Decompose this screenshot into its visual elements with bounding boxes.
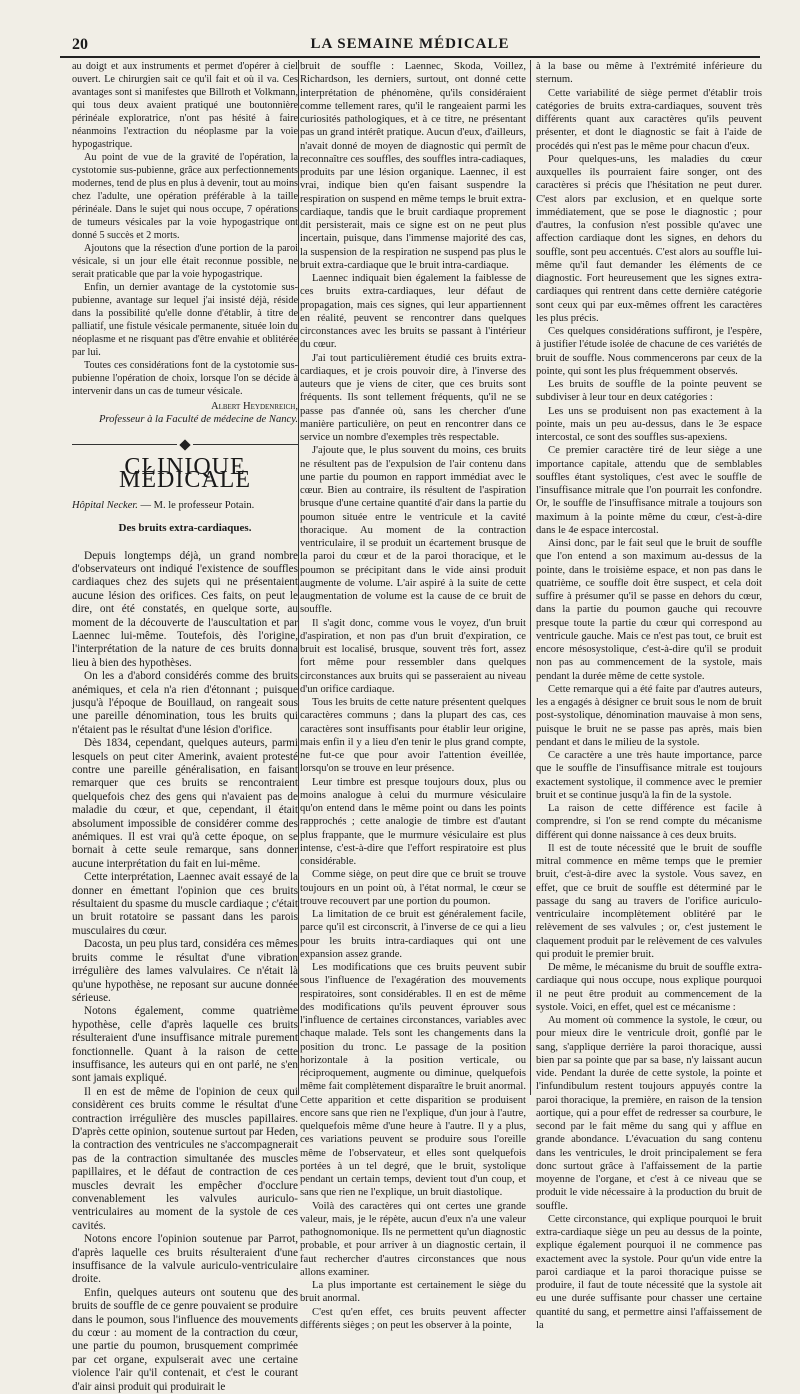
hospital-name: Hôpital Necker. xyxy=(72,500,138,511)
paragraph: Cette variabilité de siège permet d'établir trois catégories de bruits extra-cardiaques, souvent très différents quant aux caractères qu'ils peuvent présenter, et dont le diagnostic se fait à l'aide de procédés qui n'est pas le même pour chacun d'eux. xyxy=(536,87,762,153)
paragraph: Notons encore l'opinion soutenue par Parrot, d'après laquelle ces bruits résulteraient d'une insuffisance de la valvule auriculo-ventriculaire droite. xyxy=(72,1233,298,1287)
lecture-source xyxy=(72,499,298,512)
author-signature: Albert Heydenreich, xyxy=(72,400,298,413)
header-rule xyxy=(60,56,760,58)
paragraph: J'ai tout particulièrement étudié ces bruits extra-cardiaques, et je crois pouvoir dire, à l'inverse des auteurs que je viens de citer, que ces bruits sont fréquents. Ils sont tellement fréquents, qu'il ne se passe pas d'année où, sans les chercher d'une manière particulière, on peut en rencontrer dans ce service un nombre d'exemples très respectable. xyxy=(300,352,526,445)
paragraph: Au moment où commence la systole, le cœur, ou pour mieux dire le ventricule droit, gonflé par le sang, s'applique derrière la paroi thoracique, aussi bien par sa pointe que par sa base, n'y laissant aucun vide. Pendant la durée de cette systole, la pointe et l'infundibulum restent toujours appuyés contre la paroi thoracique, la première, en raison de la tension aortique, qui a pour effet de redresser sa courbure, le second par le fait même du sang qui y afflue en grande abondance. L'évacuation du sang contenu dans les ventricules, le droit principalement se fera donc surtout grâce à l'affaissement de la partie moyenne de l'organe, et c'est à ce niveau que se produit le vide nécessaire à la production du bruit de souffle. xyxy=(536,1014,762,1213)
paragraph: Dacosta, un peu plus tard, considéra ces mêmes bruits comme le résultat d'une vibration irrégulière des lames valvulaires. Ce n'était là qu'une hypothèse, ne reposant sur aucune donnée sérieuse. xyxy=(72,938,298,1005)
column-divider xyxy=(530,60,531,1095)
paragraph: bruit de souffle : Laennec, Skoda, Voillez, Richardson, les derniers, surtout, ont donné cette interprétation de phénomène, qu'ils considéraient comme tellement rares, qu'il le rangeaient parmi les curiosités pathologiques, et à ce titre, ne présentant pas un grand intérêt pratique. Aucun d'eux, d'ailleurs, n'avait donné de moyen de diagnostic qui permît de reconnaître ces souffles, des souffles intra-cadiaques, produits par une lésion organique. Laennec, il est vrai, indique bien qu'en faisant suspendre la respiration on suspend en même temps le bruit extra-cardiaque, tandis que le bruit cardiaque proprement dit persisterait, mais ce signe est on ne peut plus incertain, puisque, dans l'immense majorité des cas, la suspension de la respiration ne suspend pas plus le bruit extra-cardiaque que le bruit intra-cardiaque. xyxy=(300,60,526,272)
paragraph: J'ajoute que, le plus souvent du moins, ces bruits ne résultent pas de l'expulsion de l'air contenu dans une partie du poumon en rapport immédiat avec le cœur. Bien au contraire, ils résultent de l'aspiration brusque d'une certaine quantité d'air dans la partie du poumon située entre le ventricule et la cavité thoracique. Au moment de la contraction ventriculaire, il se produit un écartement brusque de la paroi du cœur et de la paroi thoracique, et le poumon se précipitant dans le vide ainsi produit augmente de volume. L'air aspiré à la suite de cette augmentation de volume est la cause de ce bruit de souffle. xyxy=(300,444,526,616)
paragraph: Cette circonstance, qui explique pourquoi le bruit extra-cardiaque siège un peu au dessus de la pointe, explique également pourquoi il ne commence pas exactement avec la systole. Pour qu'un vide entre la paroi cardiaque et la paroi thoracique puisse se produire, il faut de toute nécessité que la systole ait eu une durée suffisante pour chasser une certaine quantité du sang, et permettre ainsi l'affaissement de la xyxy=(536,1213,762,1332)
paragraph: Toutes ces considérations font de la cystotomie sus-pubienne l'opération de choix, lorsque l'on se décide à intervenir dans un cas de tumeur vésicale. xyxy=(72,359,298,398)
paragraph: Pour quelques-uns, les maladies du cœur auxquelles ils pourraient faire songer, ont des caractères si précis que l'hésitation ne peut durer. C'est alors par exclusion, et en quelque sorte immédiatement, que se pose le diagnostic ; pour d'autres, la confusion n'est possible qu'avec une affection cardiaque dont les signes, en dehors du souffle, sont peu accentués. C'est alors au souffle lui-même qu'il faut demander les éléments de ce diagnostic. Fort heureusement que les signes extra-cardiaques qui rentrent dans cette dernière catégorie sont ceux qui par eux-mêmes offrent les caractères les plus précis. xyxy=(536,153,762,325)
lecturer-name: — M. le professeur Potain. xyxy=(138,500,254,511)
section-separator xyxy=(72,441,298,449)
paragraph: Ainsi donc, par le fait seul que le bruit de souffle que l'on entend a son maximum au-dessus de la pointe, dans le troisième espace, et non pas dans le quatrième, ce souffle doit être suspect, et cela doit suffire à présumer qu'il se passe en dehors du cœur, dans la partie du poumon gauche qui recouvre presque toute la partie du cœur qui correspond au ventricule gauche. Mais ce n'est pas tout, ce bruit est encore mésosystolique, c'est-à-dire qu'il se produit non pas au commencement de la systole, mais pendant la durée même de cette systole. xyxy=(536,537,762,683)
article-body xyxy=(72,550,298,1394)
paragraph: Voilà des caractères qui ont certes une grande valeur, mais, je le répète, aucun d'eux n'a une valeur pathognomonique. Ils ne permettent qu'un diagnostic probable, et pour arriver à un diagnostic certain, il faut rechercher d'autres circonstances que nous allons examiner. xyxy=(300,1200,526,1280)
paragraph: Comme siège, on peut dire que ce bruit se trouve toujours en un point où, à l'état normal, le cœur se trouve recouvert par une portion du poumon. xyxy=(300,868,526,908)
paragraph: Ces quelques considérations suffiront, je l'espère, à justifier l'étude isolée de chacune de ces variétés de bruit de souffle. Nous commencerons par ceux de la pointe, qui sont les plus fréquemment observés. xyxy=(536,325,762,378)
column-2 xyxy=(300,60,526,1095)
section-heading: CLINIQUE MÉDICALE xyxy=(72,461,298,488)
paragraph: au doigt et aux instruments et permet d'opérer à ciel ouvert. Le chirurgien sait ce qu'il fait et où il va. Ces avantages sont si manifestes que Billroth et Volkmann, qui tous deux avaient pratiqué une boutonnière périnéale exploratrice, n'ont pas hésité à faire néanmoins l'extraction du néoplasme par la voie hypogastrique. xyxy=(72,60,298,151)
column-3 xyxy=(536,60,762,1095)
paragraph: Les bruits de souffle de la pointe peuvent se subdiviser à leur tour en deux catégories : xyxy=(536,378,762,405)
paragraph: Ce premier caractère tiré de leur siège a une importance capitale, attendu que de semblables souffles étant systoliques, c'est avec le souffle de l'insuffisance mitrale que l'on pourrait les confondre. Or, le souffle de l'insuffisance mitrale a toujours son maximum à la pointe même du cœur, c'est-à-dire dans le 4e espace intercostal. xyxy=(536,444,762,537)
paragraph: Laennec indiquait bien également la faiblesse de ces bruits extra-cardiaques, leur défaut de propagation, mais ces signes, qui leur appartiennent en réalité, peuvent se rencontrer dans quelques circonstances avec les bruits se passant à l'intérieur du cœur. xyxy=(300,272,526,352)
paragraph: Il s'agit donc, comme vous le voyez, d'un bruit d'aspiration, et non pas d'un bruit d'expiration, ce bruit est localisé, brusque, souvent très fort, assez fort même pour ressembler dans quelques circonstances aux bruits qui se passeraient au niveau d'un orifice cardiaque. xyxy=(300,617,526,697)
author-title: Professeur à la Faculté de médecine de Nancy. xyxy=(72,413,298,426)
paragraph: Enfin, un dernier avantage de la cystotomie sus-pubienne, avantage sur lequel j'ai insisté déjà, réside dans la possibilité qu'elle donne d'établir, à titre de palliatif, une fistule vésicale permanente, située loin du néoplasme et ne risquant pas d'être envahie et oblitérée par lui. xyxy=(72,281,298,359)
page-header xyxy=(60,36,760,56)
page-number: 20 xyxy=(72,36,88,54)
paragraph: à la base ou même à l'extrémité inférieure du sternum. xyxy=(536,60,762,87)
journal-title: LA SEMAINE MÉDICALE xyxy=(60,36,760,53)
paragraph: La limitation de ce bruit est généralement facile, parce qu'il est circonscrit, à l'inverse de ce qui a lieu pour les bruits intra-cardiaques qui ont une expansion assez grande. xyxy=(300,908,526,961)
paragraph: Les uns se produisent non pas exactement à la pointe, mais un peu au-dessus, dans le 3e espace intercostal, ce sont des souffles sus-apexiens. xyxy=(536,405,762,445)
paragraph: Cette interprétation, Laennec avait essayé de la donner en émettant l'opinion que ces bruits résultaient du spasme du muscle cardiaque ; c'était un bruit rotatoire se passant dans les parois musculaires du cœur. xyxy=(72,871,298,938)
paragraph: On les a d'abord considérés comme des bruits anémiques, et cela n'a rien d'étonnant ; puisque jusqu'à l'époque de Bouillaud, on rangeait sous une pareille dénomination, tous les bruits qui n'étaient pas le résultat d'une lésion d'orifice. xyxy=(72,670,298,737)
paragraph: Les modifications que ces bruits peuvent subir sous l'influence de l'exagération des mouvements respiratoires, sont considérables. Il en est de même des modifications qu'ils peuvent éprouver sous l'influence de certaines circonstances, variables avec chaque malade. Tels sont les changements dans la position du tronc. Le passage de la position horizontale à la position verticale, ou réciproquement, augmente ou diminue, quelquefois même fait complètement disparaître le bruit anormal. Cette apparition et cette disparition se produisent encore sans que rien ne l'explique, d'un jour à l'autre, quelquefois même d'une heure à l'autre. Il y a plus, ces variations peuvent se produire sous l'oreille même de l'observateur, et elles sont quelquefois portées à un tel degré, que le bruit, systolique pendant un certain temps, devient tout d'un coup, et sans que rien ne l'explique, un bruit diastolique. xyxy=(300,961,526,1200)
paragraph: Ce caractère a une très haute importance, parce que le souffle de l'insuffisance mitrale est toujours exactement systolique, il commence avec le premier bruit et se continue jusqu'à la fin de la systole. xyxy=(536,749,762,802)
paragraph: Dès 1834, cependant, quelques auteurs, parmi lesquels on peut citer Amerink, avaient protesté contre une pareille généralisation, en faisant remarquer que ces bruits se rencontraient quelquefois chez des gens qui n'avaient pas de maladie du cœur, et que, cependant, il était absolument impossible de considérer comme des anémiques. Il est vrai qu'à cette époque, on se bornait à cette seule remarque, sans donner aucune interprétation du fait en lui-même. xyxy=(72,737,298,871)
paragraph: Notons également, comme quatrième hypothèse, celle d'après laquelle ces bruits résulteraient d'une insuffisance mitrale purement fonctionnelle. Quant à la raison de cette insuffisance, les auteurs qui en ont parlé, ne s'en sont jamais expliqué. xyxy=(72,1005,298,1085)
paragraph: C'est qu'en effet, ces bruits peuvent affecter différents sièges ; on peut les observer à la pointe, xyxy=(300,1306,526,1333)
paragraph: Il est de toute nécessité que le bruit de souffle mitral commence en même temps que le premier bruit, c'est-à-dire avec la systole. Vous savez, en effet, que ce bruit de souffle est déterminé par le passage du sang au travers de l'orifice auriculo-ventriculaire incomplètement oblitéré par le relèvement de ses valvules ; or, c'est justement le claquement produit par le relèvement de ces valvules qui produit le premier bruit. xyxy=(536,842,762,961)
paragraph: Depuis longtemps déjà, un grand nombre d'observateurs ont indiqué l'existence de souffles cardiaques chez des sujets qui ne présentaient aucune lésion des orifices. Ces faits, on peut le dire, ont été constatés, en quelque sorte, au moment de la découverte de l'auscultation et par Laennec lui-même. Toutefois, dès l'origine, l'interprétation de la nature de ces bruits donna lieu à bien des hypothèses. xyxy=(72,550,298,671)
column-1 xyxy=(72,60,298,1095)
article-title: Des bruits extra-cardiaques. xyxy=(72,522,298,535)
paragraph: La plus importante est certainement le siège du bruit anormal. xyxy=(300,1279,526,1306)
paragraph: Tous les bruits de cette nature présentent quelques caractères communs ; dans la plupart des cas, ces caractères sont insuffisants pour établir leur origine, mais enfin il y a lieu d'en tenir le plus grand compte, ne fut-ce que pour avoir l'attention éveillée, lorsqu'on se trouve en leur présence. xyxy=(300,696,526,776)
paragraph: Ajoutons que la résection d'une portion de la paroi vésicale, si un jour elle était reconnue possible, ne serait praticable que par la voie hypogastrique. xyxy=(72,242,298,281)
paragraph: Leur timbre est presque toujours doux, plus ou moins analogue à celui du murmure vésiculaire qu'on entend dans le même point ou dans les points rapprochés ; cette analogie de timbre est d'autant plus frappante, que le murmure vésiculaire est plus intense, c'est-à-dire que l'effort respiratoire est plus considérable. xyxy=(300,776,526,869)
paragraph: La raison de cette différence est facile à comprendre, si l'on se rend compte du mécanisme différent qui donne naissance à ces deux bruits. xyxy=(536,802,762,842)
paragraph: De même, le mécanisme du bruit de souffle extra-cardiaque qui nous occupe, nous explique pourquoi il ne peut être produit au commencement de la systole. Voici, en effet, quel est ce mécanisme : xyxy=(536,961,762,1014)
paragraph: Au point de vue de la gravité de l'opération, la cystotomie sus-pubienne, grâce aux perfectionnements modernes, tend de plus en plus à devenir, tout au moins chez l'adulte, une opération préférable à la taille périnéale. Dans le sujet qui nous occupe, 7 opérations de tumeurs vésicales par la voie hypogastrique ont donné 5 succès et 2 morts. xyxy=(72,151,298,242)
paragraph: Cette remarque qui a été faite par d'autres auteurs, les a engagés à désigner ce bruit sous le nom de bruit post-systolique, dénomination mauvaise à mon sens, puisque le bruit ne se passe pas après, mais bien pendant et dans le milieu de la systole. xyxy=(536,683,762,749)
paragraph: Enfin, quelques auteurs ont soutenu que des bruits de souffle de ce genre pouvaient se produire dans le poumon, sous l'influence des mouvements du cœur : au moment de la contraction du cœur, une partie du poumon, brusquement comprimée par cet organe, expulserait avec une certaine violence l'air qu'il contenait, et c'est le courant d'air ainsi produit qui produirait le xyxy=(72,1287,298,1394)
paragraph: Il en est de même de l'opinion de ceux qui considèrent ces bruits comme le résultat d'une contraction irrégulière des muscles papillaires. D'après cette opinion, soutenue surtout par Heden, la contraction des ventricules ne s'accompagnerait pas de la contraction simultanée des muscles papillaires, et le défaut de contraction de ces muscles devrait les empêcher d'occlure convenablement les valvules auriculo-ventriculaires au moment de la systole de ces cavités. xyxy=(72,1086,298,1233)
column-divider xyxy=(298,60,299,1095)
